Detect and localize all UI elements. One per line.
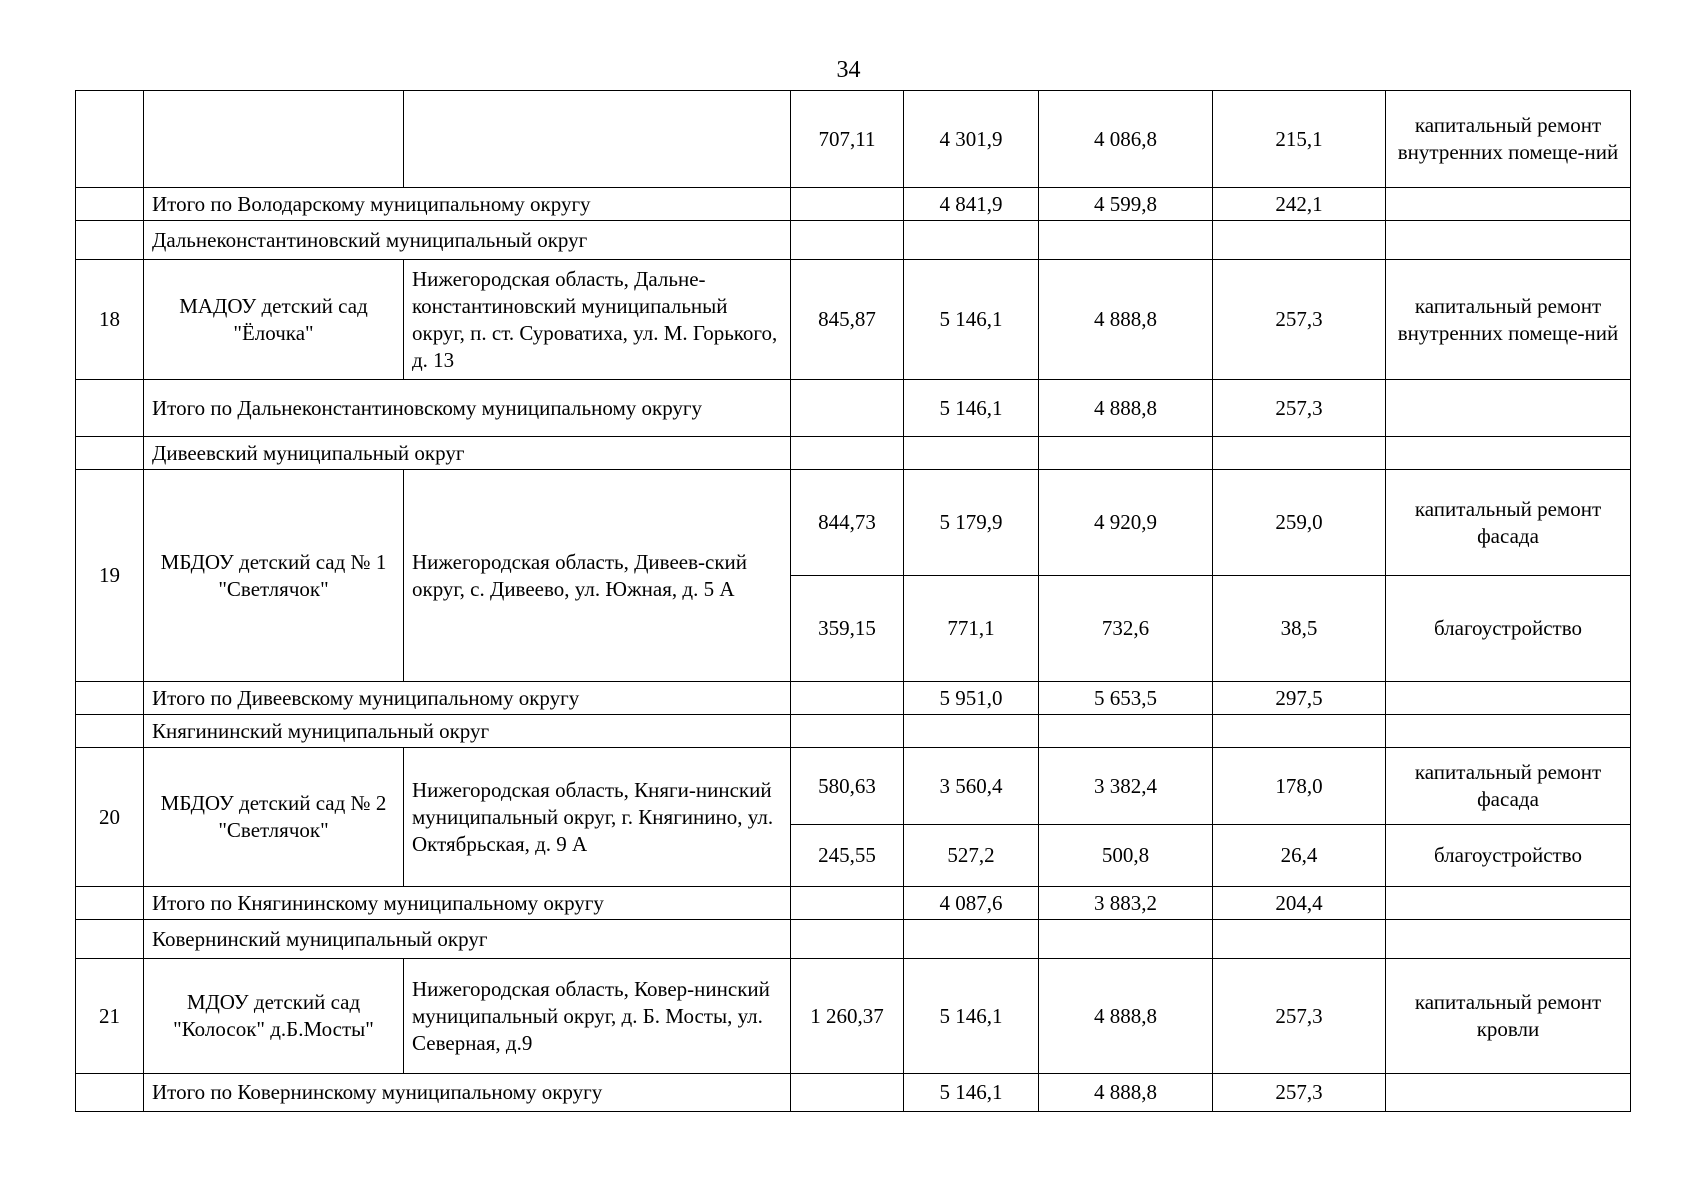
total-cost-cell: 4 301,9 [904,91,1039,188]
work-type-cell: благоустройство [1386,576,1631,682]
local-budget-cell: 257,3 [1213,260,1386,380]
area-cell: 707,11 [791,91,904,188]
subtotal-total: 5 146,1 [904,380,1039,437]
subtotal-label: Итого по Ковернинскому муниципальному округу [144,1074,791,1112]
institution-cell: МБДОУ детский сад № 1 "Светлячок" [144,470,404,682]
local-budget-cell: 257,3 [1213,959,1386,1074]
work-type-cell: капитальный ремонт внутренних помеще-ний [1386,91,1631,188]
subtotal-row [76,682,1631,715]
total-cost-cell: 5 146,1 [904,959,1039,1074]
row-number-cell: 19 [76,470,144,682]
subtotal-row [76,1074,1631,1112]
page-number: 34 [836,57,861,83]
subtotal-label: Итого по Княгининскому муниципальному округу [144,887,791,920]
address-cell [404,91,791,188]
district-row [76,715,1631,748]
area-cell: 359,15 [791,576,904,682]
subtotal-local: 204,4 [1213,887,1386,920]
local-budget-cell: 178,0 [1213,748,1386,825]
district-label: Княгининский муниципальный округ [144,715,791,748]
subtotal-local: 297,5 [1213,682,1386,715]
regional-budget-cell: 4 920,9 [1039,470,1213,576]
subtotal-total: 4 087,6 [904,887,1039,920]
table-row [76,470,1631,576]
work-type-cell: капитальный ремонт кровли [1386,959,1631,1074]
subtotal-regional: 4 599,8 [1039,188,1213,221]
total-cost-cell: 527,2 [904,825,1039,887]
institution-cell: МАДОУ детский сад "Ёлочка" [144,260,404,380]
area-cell: 245,55 [791,825,904,887]
district-row [76,221,1631,260]
institution-cell [144,91,404,188]
area-cell: 845,87 [791,260,904,380]
local-budget-cell: 215,1 [1213,91,1386,188]
funding-table [75,90,1631,1112]
subtotal-local: 257,3 [1213,1074,1386,1112]
table-row [76,959,1631,1074]
regional-budget-cell: 3 382,4 [1039,748,1213,825]
subtotal-local: 242,1 [1213,188,1386,221]
subtotal-regional: 5 653,5 [1039,682,1213,715]
local-budget-cell: 38,5 [1213,576,1386,682]
row-number-cell: 20 [76,748,144,887]
institution-cell: МБДОУ детский сад № 2 "Светлячок" [144,748,404,887]
subtotal-total: 5 951,0 [904,682,1039,715]
address-cell: Нижегородская область, Княги-нинский муниципальный округ, г. Княгинино, ул. Октябрьская, д. 9 А [404,748,791,887]
subtotal-total: 4 841,9 [904,188,1039,221]
local-budget-cell: 26,4 [1213,825,1386,887]
work-type-cell: капитальный ремонт фасада [1386,470,1631,576]
table-row [76,91,1631,188]
district-label: Дивеевский муниципальный округ [144,437,791,470]
regional-budget-cell: 4 086,8 [1039,91,1213,188]
subtotal-regional: 3 883,2 [1039,887,1213,920]
work-type-cell: благоустройство [1386,825,1631,887]
table-row [76,748,1631,825]
district-label: Дальнеконстантиновский муниципальный округ [144,221,791,260]
area-cell: 580,63 [791,748,904,825]
subtotal-row [76,188,1631,221]
subtotal-total: 5 146,1 [904,1074,1039,1112]
area-cell: 844,73 [791,470,904,576]
total-cost-cell: 5 179,9 [904,470,1039,576]
subtotal-regional: 4 888,8 [1039,380,1213,437]
subtotal-label: Итого по Дальнеконстантиновскому муниципальному округу [144,380,791,437]
subtotal-local: 257,3 [1213,380,1386,437]
regional-budget-cell: 732,6 [1039,576,1213,682]
row-number-cell: 21 [76,959,144,1074]
regional-budget-cell: 500,8 [1039,825,1213,887]
institution-cell: МДОУ детский сад "Колосок" д.Б.Мосты" [144,959,404,1074]
district-label: Ковернинский муниципальный округ [144,920,791,959]
subtotal-regional: 4 888,8 [1039,1074,1213,1112]
subtotal-row [76,887,1631,920]
address-cell: Нижегородская область, Дивеев-ский округ, с. Дивеево, ул. Южная, д. 5 А [404,470,791,682]
local-budget-cell: 259,0 [1213,470,1386,576]
regional-budget-cell: 4 888,8 [1039,260,1213,380]
table-row [76,260,1631,380]
district-row [76,437,1631,470]
work-type-cell: капитальный ремонт фасада [1386,748,1631,825]
subtotal-label: Итого по Володарскому муниципальному округу [144,188,791,221]
area-cell: 1 260,37 [791,959,904,1074]
regional-budget-cell: 4 888,8 [1039,959,1213,1074]
district-row [76,920,1631,959]
total-cost-cell: 3 560,4 [904,748,1039,825]
row-number-cell [76,91,144,188]
total-cost-cell: 5 146,1 [904,260,1039,380]
subtotal-label: Итого по Дивеевскому муниципальному округу [144,682,791,715]
subtotal-row [76,380,1631,437]
total-cost-cell: 771,1 [904,576,1039,682]
address-cell: Нижегородская область, Ковер-нинский муниципальный округ, д. Б. Мосты, ул. Северная, д.9 [404,959,791,1074]
row-number-cell: 18 [76,260,144,380]
work-type-cell: капитальный ремонт внутренних помеще-ний [1386,260,1631,380]
address-cell: Нижегородская область, Дальне-константиновский муниципальный округ, п. ст. Суроватиха, ул. М. Горького, д. 13 [404,260,791,380]
